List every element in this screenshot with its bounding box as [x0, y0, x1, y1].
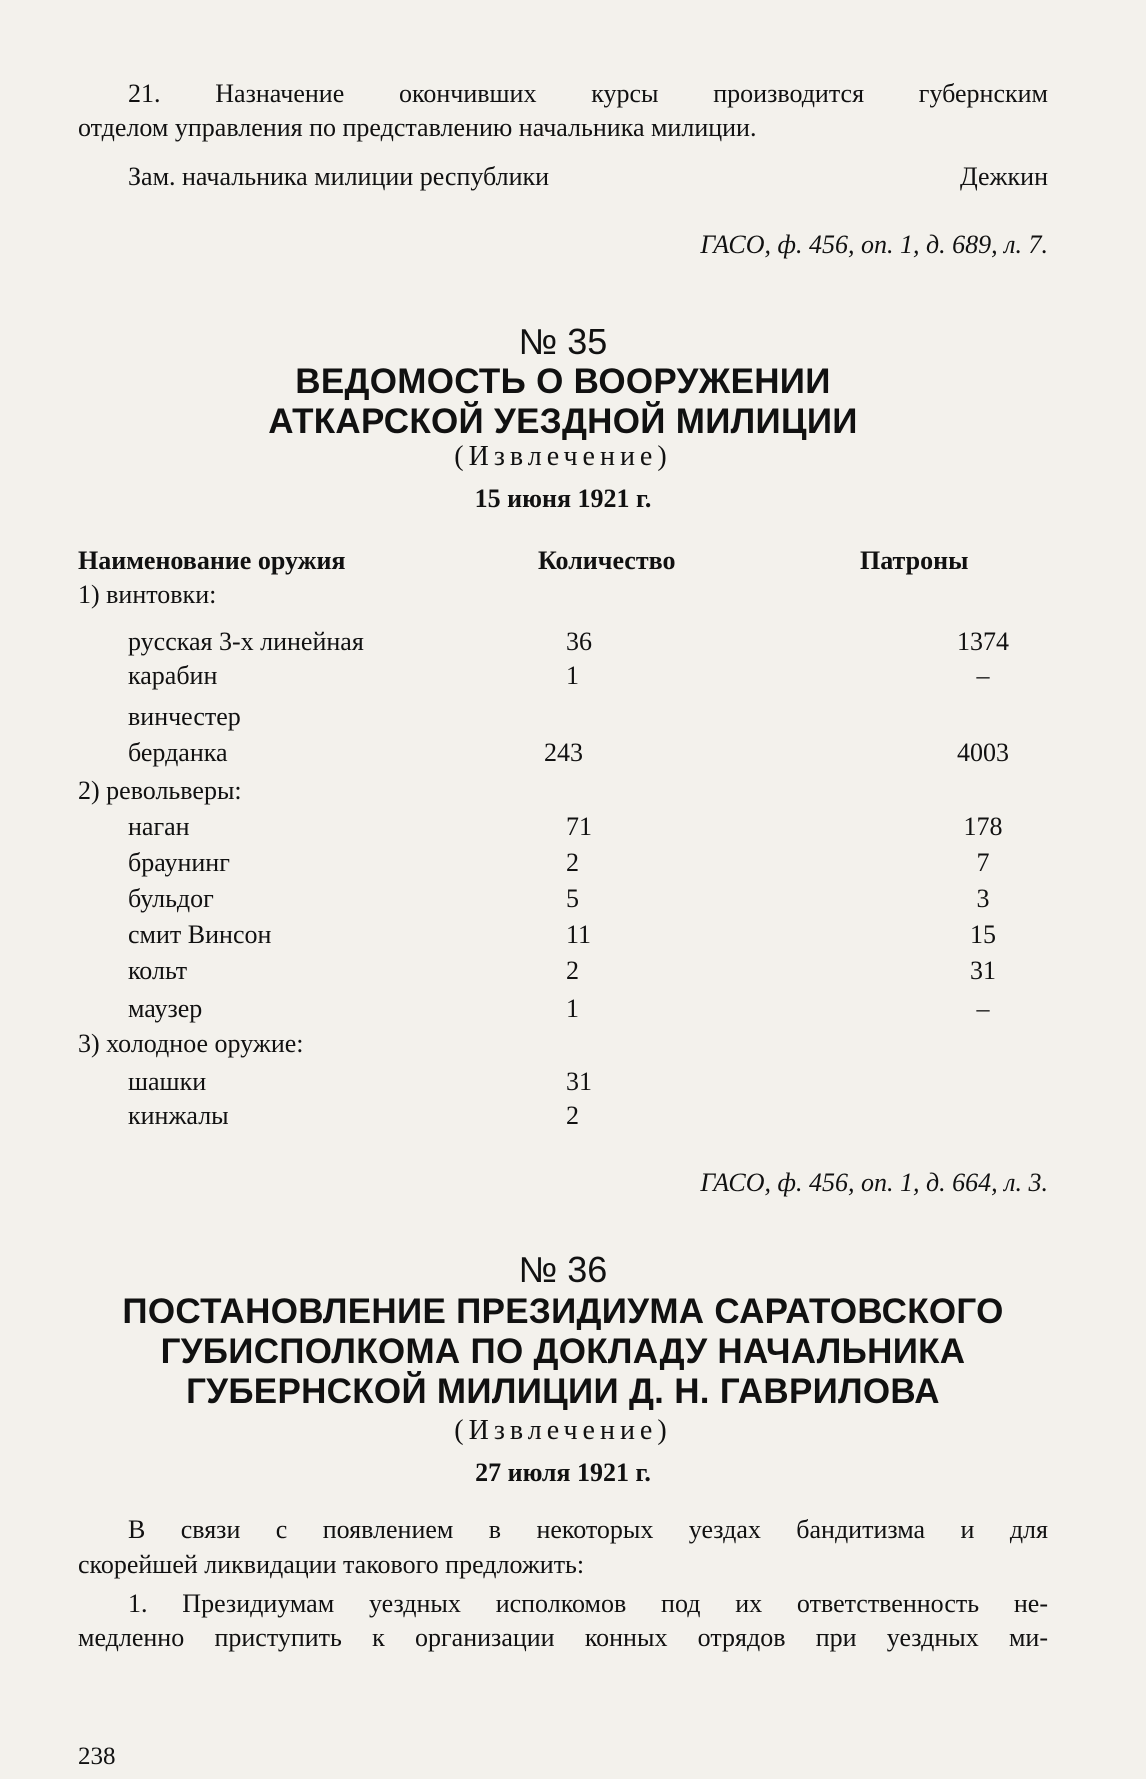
row-cartridges: – — [976, 994, 990, 1023]
row-name: 3) холодное оружие: — [78, 1029, 304, 1058]
table-header — [78, 544, 1048, 578]
row-name: кинжалы — [128, 1101, 229, 1130]
row-name: бульдог — [128, 884, 214, 913]
row-qty: 1 — [566, 661, 579, 690]
table-row — [78, 1099, 1048, 1133]
row-qty: 11 — [566, 920, 592, 949]
row-name: браунинг — [128, 848, 230, 877]
doc-35-title-line-1: ВЕДОМОСТЬ О ВООРУЖЕНИИ — [295, 362, 831, 401]
row-name: винчестер — [128, 702, 241, 731]
page-number: 238 — [78, 1743, 116, 1770]
doc-35-date: 15 июня 1921 г. — [474, 484, 652, 513]
row-qty: 2 — [566, 1101, 579, 1130]
doc-36-title-line-1: ПОСТАНОВЛЕНИЕ ПРЕЗИДИУМА САРАТОВСКОГО — [122, 1292, 1004, 1331]
row-qty: 31 — [566, 1067, 592, 1096]
row-name: кольт — [128, 956, 188, 985]
row-cartridges: 31 — [970, 956, 996, 985]
row-name: наган — [128, 812, 190, 841]
doc-36-body-line-3: 1. Президиумам уездных исполкомов под их ответственность не- — [128, 1589, 1048, 1618]
row-qty: 36 — [566, 627, 592, 656]
doc-36-body-line-2: скорейшей ликвидации такового предложить: — [78, 1550, 585, 1579]
row-name: смит Винсон — [128, 920, 272, 949]
row-name: 1) винтовки: — [78, 580, 217, 609]
row-name: русская 3-х линейная — [128, 627, 364, 656]
table-row — [78, 1065, 1048, 1099]
signature-name: Дежкин — [959, 162, 1048, 191]
doc-36-number: № 36 — [518, 1249, 608, 1290]
table-row — [78, 659, 1048, 693]
doc-36-title-line-3: ГУБЕРНСКОЙ МИЛИЦИИ Д. Н. ГАВРИЛОВА — [186, 1372, 940, 1411]
doc-36-date: 27 июля 1921 г. — [475, 1458, 651, 1487]
para-21-line-2: отделом управления по представлению начальника милиции. — [78, 113, 757, 142]
doc-35-extract-label: (Извлечение) — [454, 441, 672, 472]
row-name: 2) револьверы: — [78, 776, 242, 805]
doc-36-extract-label: (Извлечение) — [454, 1415, 672, 1446]
doc-36-body-line-4: медленно приступить к организации конных отрядов при уездных ми- — [78, 1623, 1048, 1652]
table-row — [78, 625, 1048, 659]
doc-36-title-line-2: ГУБИСПОЛКОМА ПО ДОКЛАДУ НАЧАЛЬНИКА — [160, 1332, 966, 1371]
doc-35-number: № 35 — [518, 321, 608, 362]
table-row — [78, 992, 1048, 1026]
row-cartridges: 3 — [976, 884, 990, 913]
row-cartridges: – — [976, 661, 990, 690]
table-row — [78, 736, 1048, 770]
row-qty: 2 — [566, 848, 579, 877]
row-qty: 243 — [544, 738, 583, 767]
row-qty: 71 — [566, 812, 592, 841]
doc-35-title-line-2: АТКАРСКОЙ УЕЗДНОЙ МИЛИЦИИ — [268, 402, 858, 441]
header-qty: Количество — [538, 546, 676, 575]
table-row — [78, 1027, 1048, 1061]
row-cartridges: 178 — [963, 812, 1003, 841]
table-row — [78, 700, 1048, 734]
table-row — [78, 810, 1048, 844]
table-row — [78, 954, 1048, 988]
row-name: маузер — [128, 994, 203, 1023]
row-name: шашки — [128, 1067, 207, 1096]
table-row — [78, 846, 1048, 880]
row-qty: 5 — [566, 884, 579, 913]
signature-role: Зам. начальника милиции республики — [128, 162, 550, 191]
para-21-line-1: 21. Назначение окончивших курсы производится губернским — [128, 79, 1048, 108]
row-qty: 1 — [566, 994, 579, 1023]
archive-source: ГАСО, ф. 456, оп. 1, д. 689, л. 7. — [700, 230, 1048, 259]
row-cartridges: 7 — [976, 848, 990, 877]
table-row — [78, 578, 1048, 612]
table-row — [78, 882, 1048, 916]
header-name: Наименование оружия — [78, 546, 346, 575]
table-row — [78, 918, 1048, 952]
table-row — [78, 774, 1048, 808]
header-cartridges: Патроны — [860, 546, 969, 575]
row-name: карабин — [128, 661, 218, 690]
archive-source: ГАСО, ф. 456, оп. 1, д. 664, л. 3. — [700, 1168, 1048, 1197]
row-cartridges: 4003 — [957, 738, 1009, 767]
document-page — [78, 0, 1048, 1779]
doc-36-body-line-1: В связи с появлением в некоторых уездах бандитизма и для — [128, 1515, 1048, 1544]
row-qty: 2 — [566, 956, 579, 985]
row-cartridges: 1374 — [957, 627, 1009, 656]
row-cartridges: 15 — [970, 920, 996, 949]
row-name: берданка — [128, 738, 228, 767]
